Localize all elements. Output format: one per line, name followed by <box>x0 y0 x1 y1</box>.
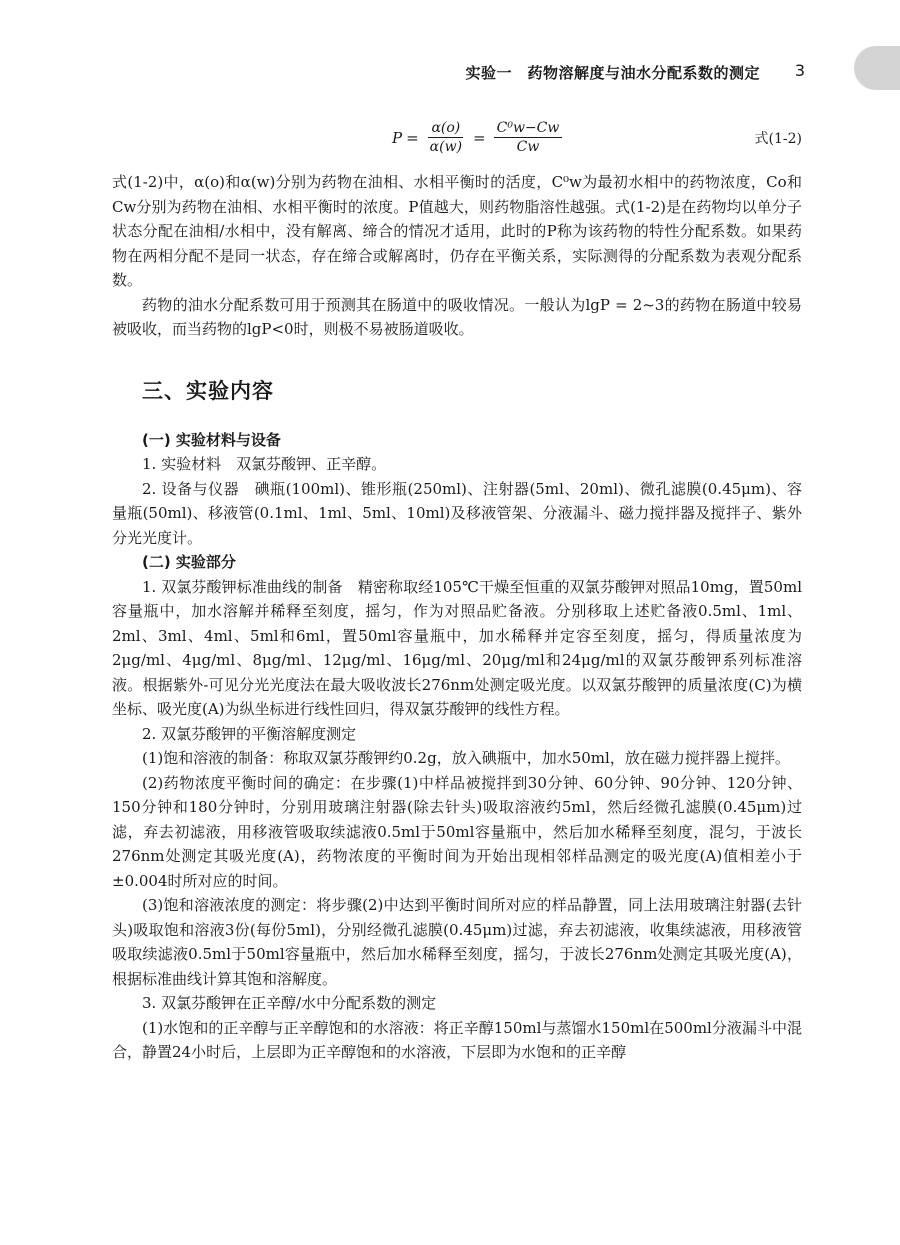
equals-sign: = <box>406 128 419 147</box>
body-paragraph: (1)水饱和的正辛醇与正辛醇饱和的水溶液：将正辛醇150ml与蒸馏水150ml在500ml分液漏斗中混合，静置24小时后，上层即为正辛醇饱和的水溶液，下层即为水饱和的正辛醇 <box>112 1018 802 1061</box>
body-paragraph: 3. 双氯芬酸钾在正辛醇/水中分配系数的测定 <box>142 994 437 1012</box>
page-header <box>0 60 900 90</box>
equation-number: 式(1-2) <box>754 131 802 147</box>
fraction-denominator: Cw <box>516 139 540 155</box>
fraction-denominator: α(w) <box>429 139 463 155</box>
equals-sign: = <box>473 128 486 147</box>
page-number: 3 <box>794 61 805 80</box>
concentration-fraction <box>494 120 563 155</box>
body-paragraph: 式(1-2)中，α(o)和α(w)分别为药物在油相、水相平衡时的活度，C⁰w为最初水相中的药物浓度，Co和Cw分别为药物在油相、水相平衡时的浓度。P值越大，则药物脂溶性越强。式(1-2)是在药物均以单分子状态分配在油相/水相中，没有解离、缔合的情况才适用，此时的P称为该药物的特性分配系数。如果药物在两相分配不是同一状态，存在缔合或解离时，仍存在平衡关系，实际测得的分配系数为表观分配系数。 <box>112 173 802 289</box>
subsection-heading: (二) 实验部分 <box>142 553 236 571</box>
equation-row <box>112 118 802 170</box>
running-title: 实验一 药物溶解度与油水分配系数的测定 <box>465 64 760 82</box>
body-paragraph: (3)饱和溶液浓度的测定：将步骤(2)中达到平衡时间所对应的样品静置，同上法用玻璃注射器(去针头)吸取饱和溶液3份(每份5ml)，分别经微孔滤膜(0.45μm)过滤，弃去初滤液，收集续滤液，用移液管吸取续滤液0.5ml于50ml容量瓶中，然后加水稀释至刻度，摇匀，于波长276nm处测定其吸光度(A)，根据标准曲线计算其饱和溶解度。 <box>112 896 802 988</box>
page-body <box>112 118 802 1065</box>
edge-thumb-tab <box>854 46 900 90</box>
body-paragraph: 2. 设备与仪器 碘瓶(100ml)、锥形瓶(250ml)、注射器(5ml、20ml)、微孔滤膜(0.45μm)、容量瓶(50ml)、移液管(0.1ml、1ml、5ml、10ml)及移液管架、分液漏斗、磁力搅拌器及搅拌子、紫外分光光度计。 <box>112 479 802 547</box>
body-paragraph: 1. 双氯芬酸钾标准曲线的制备 精密称取经105℃干燥至恒重的双氯芬酸钾对照品10mg，置50ml容量瓶中，加水溶解并稀释至刻度，摇匀，作为对照品贮备液。分别移取上述贮备液0.5ml、1ml、2ml、3ml、4ml、5ml和6ml，置50ml容量瓶中，加水稀释并定容至刻度，摇匀，得质量浓度为2μg/ml、4μg/ml、8μg/ml、12μg/ml、16μg/ml、20μg/ml和24μg/ml的双氯芬酸钾系列标准溶液。根据紫外-可见分光光度法在最大吸收波长276nm处测定吸光度。以双氯芬酸钾的质量浓度(C)为横坐标、吸光度(A)为纵坐标进行线性回归，得双氯芬酸钾的线性方程。 <box>112 577 802 718</box>
body-paragraph: 2. 双氯芬酸钾的平衡溶解度测定 <box>142 724 357 743</box>
partition-coefficient-equation <box>392 120 566 155</box>
subsection-heading: (一) 实验材料与设备 <box>142 430 281 449</box>
body-paragraph: (1)饱和溶液的制备：称取双氯芬酸钾约0.2g，放入碘瓶中，加水50ml，放在磁力搅拌器上搅拌。 <box>142 749 790 767</box>
fraction-numerator: α(o) <box>428 120 463 138</box>
section-heading: 三、实验内容 <box>142 378 274 403</box>
equation-lhs: P <box>392 128 403 147</box>
body-paragraph: 药物的油水分配系数可用于预测其在肠道中的吸收情况。一般认为lgP = 2~3的药物在肠道中较易被吸收，而当药物的lgP<0时，则极不易被肠道吸收。 <box>112 295 802 338</box>
activity-fraction <box>427 120 465 155</box>
body-paragraph: (2)药物浓度平衡时间的确定：在步骤(1)中样品被搅拌到30分钟、60分钟、90分钟、120分钟、150分钟和180分钟时，分别用玻璃注射器(除去针头)吸取溶液约5ml，然后经微孔滤膜(0.45μm)过滤，弃去初滤液，用移液管吸取续滤液0.5ml于50ml容量瓶中，然后加水稀释至刻度，混匀，于波长276nm处测定其吸光度(A)，药物浓度的平衡时间为开始出现相邻样品测定的吸光度(A)值相差小于±0.004时所对应的时间。 <box>112 773 802 890</box>
fraction-numerator: C⁰w−Cw <box>494 120 563 138</box>
body-paragraph: 1. 实验材料 双氯芬酸钾、正辛醇。 <box>142 455 387 473</box>
